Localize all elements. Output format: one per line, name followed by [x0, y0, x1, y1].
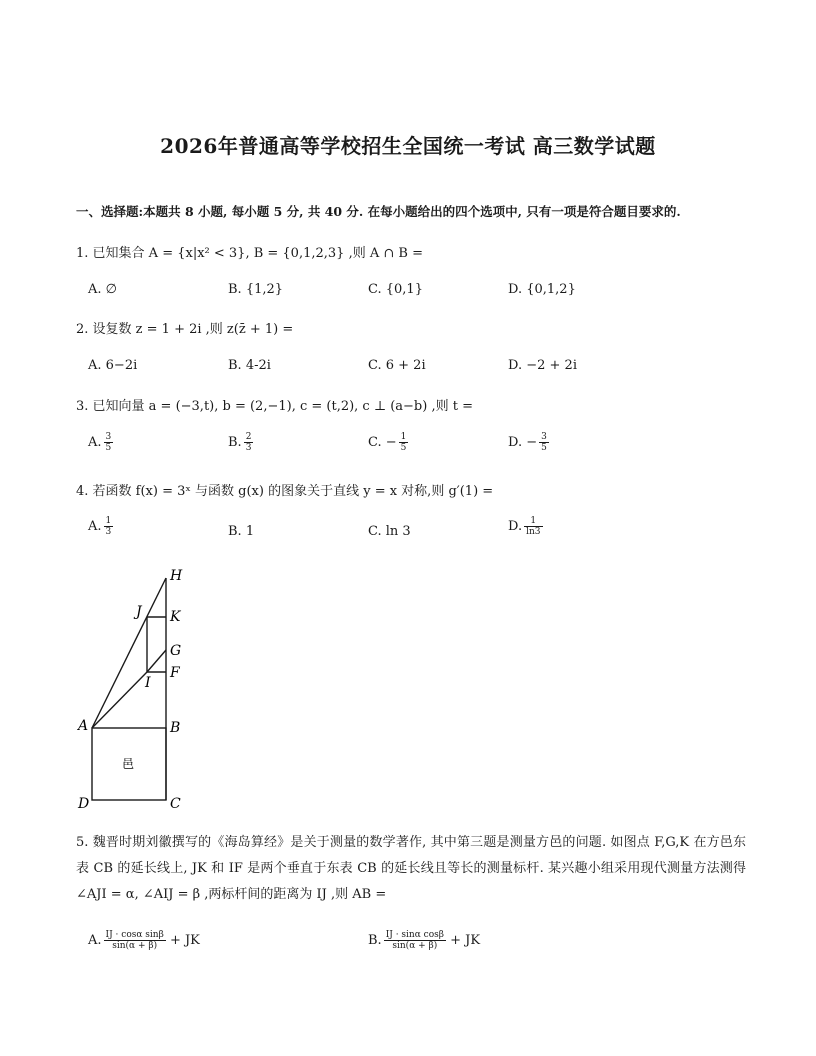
numerator: 1: [105, 516, 112, 526]
option-suffix: + JK: [169, 933, 200, 948]
q5-option-b: [368, 930, 480, 951]
label-d: D: [78, 796, 90, 812]
fraction: [244, 432, 254, 453]
numerator: IJ · sinα cosβ: [385, 930, 444, 940]
label-b: B: [170, 720, 181, 736]
q3-option-a: [88, 432, 113, 453]
label-j: J: [136, 604, 142, 620]
q4-option-a: [88, 516, 113, 537]
option-prefix: B.: [368, 933, 382, 948]
denominator: 3: [105, 527, 112, 537]
q5-option-a: [88, 930, 200, 951]
numerator: 3: [541, 432, 547, 442]
q2-option-a: A. 6−2i: [88, 358, 138, 373]
fraction: [104, 930, 166, 951]
sight-line-ai: [92, 672, 147, 728]
option-prefix: C. −: [368, 435, 397, 450]
label-g: G: [170, 643, 182, 659]
label-i: I: [145, 675, 151, 691]
q2-option-c: C. 6 + 2i: [368, 358, 426, 373]
numerator: 1: [400, 432, 407, 442]
question-1-stem: 1. 已知集合 A = {x|x² < 3}, B = {0,1,2,3} ,则 A ∩ B =: [76, 246, 423, 261]
denominator: sin(α + β): [392, 941, 438, 951]
denominator: ln3: [526, 527, 541, 537]
label-c: C: [170, 796, 181, 812]
label-k: K: [170, 609, 181, 625]
fraction: [384, 930, 446, 951]
option-prefix: A.: [88, 519, 102, 534]
q2-option-d: D. −2 + 2i: [508, 358, 577, 373]
question-5-stem: 5. 魏晋时期刘徽撰写的《海岛算经》是关于测量的数学著作, 其中第三题是测量方邑的问题. 如图点 F,G,K 在方邑东表 CB 的延长线上, JK 和 IF 是两个垂直于东表 CB 的延长线且等长的测量标杆. 某兴趣小组采用现代测量方法测得 ∠AJI = α, ∠AIJ = β ,两标杆间的距离为 IJ ,则 AB =: [76, 835, 746, 902]
q1-option-c: C. {0,1}: [368, 282, 423, 297]
q1-option-d: D. {0,1,2}: [508, 282, 576, 297]
geometry-figure: [72, 560, 202, 820]
section-heading: 一、选择题:本题共 8 小题, 每小题 5 分, 共 40 分. 在每小题给出的四个选项中, 只有一项是符合题目要求的.: [76, 204, 681, 219]
label-h: H: [170, 568, 183, 584]
numerator: 1: [524, 516, 542, 527]
q4-option-c: C. ln 3: [368, 524, 411, 539]
denominator: 5: [400, 443, 407, 453]
page-title: 2026年普通高等学校招生全国统一考试 高三数学试题: [160, 134, 656, 158]
option-suffix: + JK: [450, 933, 481, 948]
q4-option-d: [508, 516, 543, 537]
sight-line-ah: [92, 578, 166, 728]
label-a: A: [78, 718, 89, 734]
label-town: 邑: [122, 757, 135, 771]
denominator: 5: [541, 443, 547, 453]
question-3-stem: 3. 已知向量 a = (−3,t), b = (2,−1), c = (t,2), c ⊥ (a−b) ,则 t =: [76, 399, 473, 414]
fraction: [539, 432, 549, 453]
fraction: [399, 432, 409, 453]
fraction: [524, 516, 542, 537]
numerator: 3: [105, 432, 112, 442]
q1-option-a: A. ∅: [88, 282, 117, 297]
question-2-stem: 2. 设复数 z = 1 + 2i ,则 z(z̄ + 1) =: [76, 322, 294, 337]
q3-option-c: [368, 432, 408, 453]
denominator: 5: [105, 443, 112, 453]
question-4-stem: 4. 若函数 f(x) = 3ˣ 与函数 g(x) 的图象关于直线 y = x 对称,则 g′(1) =: [76, 484, 494, 499]
option-prefix: B.: [228, 435, 242, 450]
option-prefix: A.: [88, 933, 102, 948]
q2-option-b: B. 4-2i: [228, 358, 271, 373]
denominator: 3: [245, 443, 252, 453]
label-f: F: [170, 665, 180, 681]
q3-option-b: [228, 432, 253, 453]
fraction: [104, 516, 114, 537]
q1-option-b: B. {1,2}: [228, 282, 284, 297]
option-prefix: D. −: [508, 435, 538, 450]
numerator: 2: [245, 432, 252, 442]
fraction: [104, 432, 114, 453]
q3-option-d: [508, 432, 549, 453]
q4-option-b: B. 1: [228, 524, 255, 539]
option-prefix: A.: [88, 435, 102, 450]
option-prefix: D.: [508, 519, 523, 534]
denominator: sin(α + β): [112, 941, 158, 951]
line-ig: [147, 650, 166, 672]
numerator: IJ · cosα sinβ: [105, 930, 164, 940]
